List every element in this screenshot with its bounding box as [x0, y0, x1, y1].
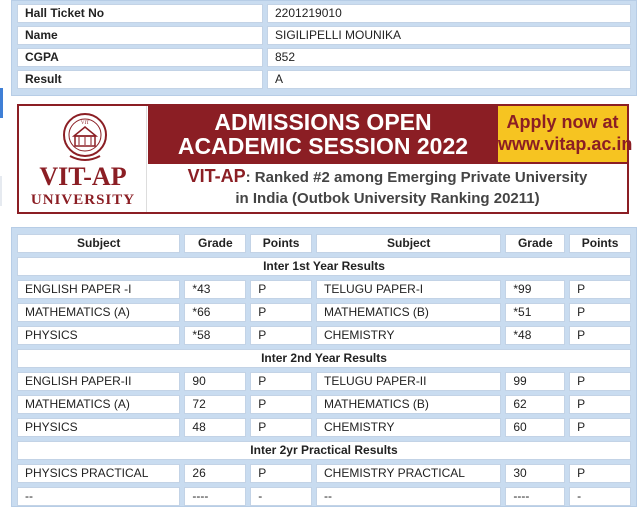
subject-cell: PHYSICS PRACTICAL: [17, 464, 180, 483]
column-header: Points: [250, 234, 312, 253]
column-header: Grade: [505, 234, 565, 253]
column-header: Points: [569, 234, 631, 253]
points-cell: P: [569, 372, 631, 391]
grade-cell: ----: [505, 487, 565, 506]
points-cell: P: [569, 280, 631, 299]
subject-cell: PHYSICS: [17, 326, 180, 345]
subject-cell: --: [316, 487, 501, 506]
table-row: [17, 464, 631, 483]
grade-cell: 99: [505, 372, 565, 391]
points-cell: P: [569, 303, 631, 322]
section-title: Inter 2nd Year Results: [17, 349, 631, 368]
grade-cell: ----: [184, 487, 246, 506]
grade-cell: *43: [184, 280, 246, 299]
table-row: [17, 418, 631, 437]
banner-ranking: [148, 166, 627, 212]
info-value: SIGILIPELLI MOUNIKA: [267, 26, 631, 45]
apply-line-1: Apply now at: [506, 112, 619, 132]
results-header-row: [17, 234, 631, 253]
grade-cell: 48: [184, 418, 246, 437]
grade-cell: *58: [184, 326, 246, 345]
grade-cell: 72: [184, 395, 246, 414]
points-cell: P: [250, 464, 312, 483]
info-row-name: [17, 26, 631, 45]
logo-name: VIT-AP: [39, 162, 127, 191]
info-row-result: [17, 70, 631, 89]
grade-cell: 26: [184, 464, 246, 483]
points-cell: -: [250, 487, 312, 506]
apply-url[interactable]: www.vitap.ac.in: [498, 134, 633, 154]
column-header: Subject: [316, 234, 501, 253]
university-logo: [19, 106, 147, 212]
subject-cell: MATHEMATICS (A): [17, 303, 180, 322]
subject-cell: ENGLISH PAPER-II: [17, 372, 180, 391]
info-label: Name: [17, 26, 263, 45]
grade-cell: *48: [505, 326, 565, 345]
subject-cell: PHYSICS: [17, 418, 180, 437]
student-info-table: [11, 0, 637, 96]
info-value: A: [267, 70, 631, 89]
rank-line-1: : Ranked #2 among Emerging Private University: [245, 169, 588, 186]
points-cell: P: [250, 395, 312, 414]
grade-cell: 30: [505, 464, 565, 483]
grade-cell: *66: [184, 303, 246, 322]
table-row: [17, 487, 631, 506]
table-row: [17, 395, 631, 414]
grade-cell: 62: [505, 395, 565, 414]
subject-cell: MATHEMATICS (B): [316, 395, 501, 414]
subject-cell: TELUGU PAPER-II: [316, 372, 501, 391]
rank-brand: VIT-AP: [187, 166, 246, 186]
info-row-hall-ticket: [17, 4, 631, 23]
table-row: [17, 326, 631, 345]
info-value: 2201219010: [267, 4, 631, 23]
subject-cell: CHEMISTRY: [316, 326, 501, 345]
page-edge-indicator-faint: [0, 176, 2, 206]
section-title: Inter 2yr Practical Results: [17, 441, 631, 460]
points-cell: P: [250, 280, 312, 299]
banner-divider: [148, 162, 627, 164]
banner-apply[interactable]: [498, 106, 633, 162]
subject-cell: CHEMISTRY PRACTICAL: [316, 464, 501, 483]
university-crest-icon: [62, 112, 108, 166]
headline-line-2: ACADEMIC SESSION 2022: [177, 133, 469, 159]
subject-cell: --: [17, 487, 180, 506]
banner-headline: [148, 106, 498, 162]
info-label: Result: [17, 70, 263, 89]
table-row: [17, 280, 631, 299]
points-cell: P: [250, 303, 312, 322]
grade-cell: *99: [505, 280, 565, 299]
svg-text:VIT: VIT: [80, 121, 90, 126]
section-title: Inter 1st Year Results: [17, 257, 631, 276]
table-row: [17, 372, 631, 391]
rank-line-2: in India (Outbok University Ranking 20211): [235, 190, 540, 207]
info-row-cgpa: [17, 48, 631, 67]
grade-cell: *51: [505, 303, 565, 322]
grade-cell: 90: [184, 372, 246, 391]
table-row: [17, 303, 631, 322]
points-cell: P: [569, 326, 631, 345]
info-value: 852: [267, 48, 631, 67]
points-cell: P: [250, 418, 312, 437]
admissions-banner[interactable]: [17, 104, 633, 214]
logo-subtitle: UNIVERSITY: [30, 192, 136, 208]
column-header: Grade: [184, 234, 246, 253]
points-cell: -: [569, 487, 631, 506]
subject-cell: MATHEMATICS (B): [316, 303, 501, 322]
grade-cell: 60: [505, 418, 565, 437]
subject-cell: TELUGU PAPER-I: [316, 280, 501, 299]
points-cell: P: [250, 326, 312, 345]
points-cell: P: [569, 395, 631, 414]
points-cell: P: [250, 372, 312, 391]
info-label: CGPA: [17, 48, 263, 67]
column-header: Subject: [17, 234, 180, 253]
subject-cell: ENGLISH PAPER -I: [17, 280, 180, 299]
info-label: Hall Ticket No: [17, 4, 263, 23]
page-edge-indicator: [0, 88, 3, 118]
points-cell: P: [569, 464, 631, 483]
subject-cell: MATHEMATICS (A): [17, 395, 180, 414]
headline-line-1: ADMISSIONS OPEN: [214, 109, 432, 135]
results-table: [11, 227, 637, 507]
subject-cell: CHEMISTRY: [316, 418, 501, 437]
points-cell: P: [569, 418, 631, 437]
